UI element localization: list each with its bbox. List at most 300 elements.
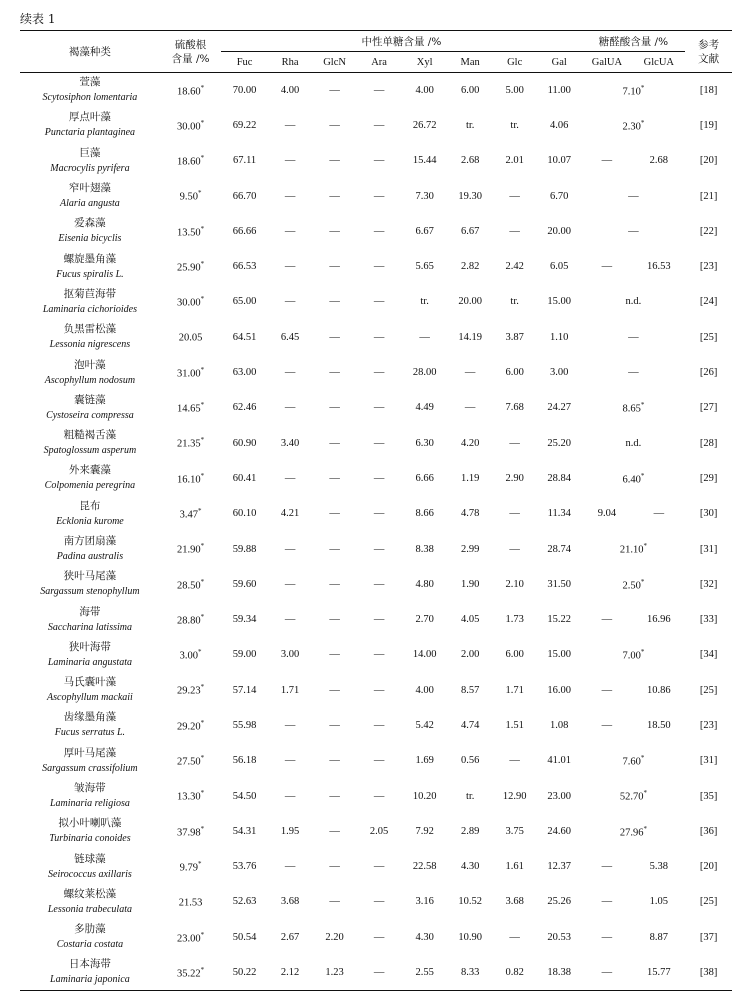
species-cn-name: 抠菊苣海带: [63, 287, 117, 300]
sugar-glc-cell: 3.75: [505, 825, 524, 837]
uronic-galua-cell: —: [601, 614, 613, 626]
uronic-merged-cell: [582, 178, 686, 213]
sugar-xyl-cell: 5.42: [415, 719, 434, 731]
uronic-merged-cell: [582, 425, 686, 460]
sugar-gal-cell: 20.00: [547, 225, 572, 237]
sulfate-value: 14.65: [176, 403, 201, 415]
sulfate-marker: *: [200, 401, 205, 410]
sugar-fuc-cell: 59.34: [232, 614, 257, 626]
sugar-rha-cell: —: [284, 296, 296, 308]
species-cn-name: 厚叶马尾藻: [63, 746, 117, 759]
species-cn-name: 螺旋墨角藻: [63, 252, 117, 265]
sugar-man-cell: 0.56: [460, 755, 480, 767]
sulfate-cell: [160, 602, 221, 637]
sulfate-cell: [160, 778, 221, 813]
sugar-xyl-cell: 4.30: [415, 931, 434, 943]
sulfate-value: 29.20: [176, 721, 201, 733]
uronic-marker: *: [640, 83, 645, 92]
sugar-xyl-cell: 5.65: [415, 261, 434, 273]
uronic-value: —: [628, 225, 639, 237]
table-caption: 续表 1: [20, 12, 56, 26]
species-cn-name: 昆布: [79, 499, 101, 512]
column-header: Ara: [357, 52, 401, 73]
sugar-glc-cell: 2.42: [505, 261, 524, 273]
species-latin-name: Ascophyllum nodosum: [44, 374, 136, 386]
uronic-galua-cell: —: [601, 966, 613, 978]
uronic-galua-cell: 9.04: [597, 508, 617, 520]
species-cell: [20, 461, 160, 496]
reference-cell: [37]: [699, 931, 718, 943]
sugar-glcn-cell: —: [329, 367, 340, 379]
sugar-glc-cell: —: [509, 225, 520, 237]
sugar-xyl-cell: 8.38: [415, 543, 434, 555]
sugar-man-cell: 4.74: [460, 719, 480, 731]
species-cn-name: 萱藻: [79, 76, 101, 89]
sugar-man-cell: 6.00: [460, 84, 480, 96]
sulfate-cell: [160, 814, 221, 849]
sugar-ara-cell: —: [373, 614, 385, 626]
uronic-marker: *: [640, 471, 645, 480]
species-cn-name: 螺纹莱松藻: [63, 887, 117, 900]
sugar-glc-cell: 7.68: [505, 402, 524, 414]
sugar-glc-cell: 2.90: [505, 472, 524, 484]
sugar-fuc-cell: 59.88: [232, 543, 257, 555]
sugar-rha-cell: —: [284, 155, 296, 167]
species-cell: [20, 425, 160, 460]
sulfate-cell: [160, 143, 221, 178]
sugar-fuc-cell: 52.63: [232, 896, 257, 908]
sulfate-marker: *: [197, 506, 202, 515]
species-latin-name: Cystoseira compressa: [46, 409, 134, 421]
sugar-ara-cell: —: [373, 261, 385, 273]
species-latin-name: Laminaria religiosa: [49, 798, 130, 810]
sugar-glcn-cell: —: [329, 296, 340, 308]
sulfate-value: 18.60: [176, 86, 201, 98]
sugar-rha-cell: —: [284, 755, 296, 767]
uronic-galua-cell: —: [601, 261, 613, 273]
sugar-glc-cell: 0.82: [505, 966, 524, 978]
sugar-glcn-cell: —: [329, 472, 340, 484]
sulfate-value: 3.47: [179, 509, 198, 521]
polysaccharide-composition-table: [20, 30, 732, 991]
sugar-man-cell: —: [464, 402, 476, 414]
sugar-man-cell: 10.52: [458, 896, 482, 908]
uronic-merged-cell: [582, 743, 686, 778]
sugar-fuc-cell: 60.10: [232, 508, 257, 520]
uronic-value: —: [628, 190, 639, 202]
sugar-ara-cell: —: [373, 966, 385, 978]
sugar-fuc-cell: 57.14: [232, 684, 257, 696]
uronic-marker: *: [643, 542, 647, 551]
species-cell: [20, 814, 160, 849]
uronic-value: —: [628, 367, 639, 379]
sugar-rha-cell: —: [284, 543, 296, 555]
sugar-glc-cell: 1.73: [505, 614, 524, 626]
sugar-man-cell: 1.19: [460, 472, 480, 484]
species-cell: [20, 355, 160, 390]
reference-cell: [23]: [699, 261, 718, 273]
sulfate-marker: *: [200, 542, 205, 551]
sugar-gal-cell: 25.26: [547, 896, 572, 908]
sugar-fuc-cell: 62.46: [232, 402, 257, 414]
sugar-xyl-cell: 26.72: [412, 119, 437, 131]
sugar-ara-cell: —: [373, 190, 385, 202]
uronic-glcua-cell: 16.53: [647, 261, 671, 273]
uronic-merged-cell: [582, 284, 686, 319]
uronic-galua-cell: —: [601, 719, 613, 731]
sugar-xyl-cell: 2.70: [415, 614, 434, 626]
sugar-glcn-cell: —: [329, 755, 340, 767]
sugar-rha-cell: —: [284, 261, 296, 273]
sugar-gal-cell: 11.34: [547, 508, 571, 520]
sulfate-cell: [160, 920, 221, 955]
column-header: Man: [448, 52, 492, 73]
species-latin-name: Spatoglossum asperum: [43, 445, 137, 457]
sugar-rha-cell: —: [284, 861, 296, 873]
sulfate-cell: [160, 708, 221, 743]
reference-cell: [25]: [699, 331, 718, 343]
sugar-man-cell: 2.82: [460, 261, 480, 273]
sugar-xyl-cell: tr.: [420, 296, 429, 308]
sugar-xyl-cell: 4.00: [415, 84, 434, 96]
sugar-rha-cell: —: [284, 402, 296, 414]
sulfate-cell: [160, 637, 221, 672]
sugar-glc-cell: —: [509, 755, 520, 767]
uronic-merged-cell: [582, 814, 686, 849]
table-row: [20, 249, 732, 284]
sugar-glcn-cell: 1.23: [325, 966, 344, 978]
table-row: [20, 108, 732, 143]
table-row: [20, 143, 732, 178]
reference-cell: [31]: [699, 755, 718, 767]
species-cn-name: 负黑雷松藻: [63, 323, 117, 336]
sulfate-value: 37.98: [176, 827, 201, 839]
table-row: [20, 531, 732, 566]
sugar-glcn-cell: —: [329, 119, 340, 131]
sugar-gal-cell: 1.10: [550, 331, 569, 343]
species-cn-name: 囊链藻: [74, 393, 106, 406]
uronic-value: —: [628, 331, 639, 343]
sugar-fuc-cell: 54.50: [232, 790, 257, 802]
sugar-xyl-cell: 4.49: [415, 402, 434, 414]
species-cell: [20, 849, 160, 884]
sugar-ara-cell: —: [373, 225, 385, 237]
sugar-glc-cell: —: [509, 931, 520, 943]
sulfate-marker: *: [200, 789, 205, 798]
species-cn-name: 拟小叶喇叭藻: [58, 817, 122, 830]
uronic-merged-cell: [582, 531, 686, 566]
sulfate-cell: [160, 496, 221, 531]
species-cn-name: 日本海带: [68, 958, 111, 971]
uronic-merged-cell: [582, 108, 686, 143]
table-row: [20, 743, 732, 778]
species-cn-name: 巨藻: [79, 146, 101, 159]
sulfate-cell: [160, 673, 221, 708]
sugar-gal-cell: 20.53: [547, 931, 572, 943]
reference-cell: [26]: [699, 367, 718, 379]
sulfate-value: 35.22: [176, 968, 201, 980]
reference-cell: [36]: [699, 825, 718, 837]
sugar-ara-cell: —: [373, 684, 385, 696]
sugar-glc-cell: 1.51: [505, 719, 524, 731]
reference-cell: [23]: [699, 719, 718, 731]
sulfate-value: 18.60: [176, 156, 201, 168]
sugar-ara-cell: —: [373, 84, 385, 96]
sugar-glcn-cell: —: [329, 684, 340, 696]
sugar-xyl-cell: 2.55: [415, 966, 434, 978]
sugar-rha-cell: 2.67: [280, 931, 300, 943]
reference-cell: [32]: [699, 578, 718, 590]
sugar-man-cell: 4.30: [460, 861, 480, 873]
sugar-ara-cell: —: [373, 367, 385, 379]
header-neutral-group: 中性单糖含量 /%: [221, 31, 581, 52]
species-cell: [20, 214, 160, 249]
sugar-man-cell: 4.78: [460, 508, 480, 520]
sugar-xyl-cell: 4.00: [415, 684, 434, 696]
uronic-marker: *: [640, 754, 645, 763]
species-latin-name: Turbinaria conoides: [49, 833, 131, 845]
table-row: [20, 284, 732, 319]
species-cell: [20, 178, 160, 213]
sugar-glcn-cell: —: [329, 508, 340, 520]
table-row: [20, 778, 732, 813]
reference-cell: [28]: [699, 437, 718, 449]
header-uronic-group: 糖醛酸含量 /%: [582, 31, 686, 52]
uronic-glcua-cell: —: [653, 508, 665, 520]
sulfate-marker: *: [200, 118, 205, 127]
species-latin-name: Fucus serratus L.: [54, 727, 126, 739]
sulfate-value: 25.90: [176, 262, 201, 274]
uronic-glcua-cell: 5.38: [649, 861, 669, 873]
sugar-gal-cell: 6.05: [550, 261, 569, 273]
species-cn-name: 爱森藻: [74, 217, 106, 230]
sugar-glcn-cell: —: [329, 155, 340, 167]
species-latin-name: Alaria angusta: [60, 198, 120, 210]
sulfate-marker: *: [200, 612, 205, 621]
sulfate-cell: [160, 214, 221, 249]
sugar-man-cell: tr.: [465, 790, 475, 802]
sugar-ara-cell: —: [373, 861, 385, 873]
sugar-glc-cell: 3.68: [505, 896, 524, 908]
column-header: GlcN: [312, 52, 356, 73]
sugar-rha-cell: 6.45: [280, 331, 300, 343]
species-cell: [20, 778, 160, 813]
species-cell: [20, 320, 160, 355]
sugar-gal-cell: 1.08: [550, 719, 569, 731]
uronic-glcua-cell: 18.50: [647, 719, 671, 731]
sulfate-value: 16.10: [176, 474, 201, 486]
uronic-value: 2.50: [622, 580, 641, 592]
sugar-glcn-cell: —: [329, 861, 340, 873]
sugar-man-cell: 2.99: [460, 543, 480, 555]
table-row: [20, 637, 732, 672]
sugar-ara-cell: —: [373, 331, 385, 343]
sulfate-marker: *: [200, 965, 205, 974]
sugar-glcn-cell: —: [329, 261, 340, 273]
sugar-man-cell: 8.57: [460, 684, 480, 696]
species-latin-name: Punctaria plantaginea: [44, 127, 136, 139]
sulfate-cell: [160, 884, 221, 919]
sugar-glc-cell: 6.00: [505, 367, 524, 379]
sugar-gal-cell: 15.00: [547, 649, 572, 661]
sugar-xyl-cell: 22.58: [412, 861, 437, 873]
sugar-glcn-cell: —: [329, 578, 340, 590]
uronic-galua-cell: —: [601, 896, 613, 908]
reference-cell: [27]: [699, 402, 718, 414]
sugar-glc-cell: tr.: [510, 296, 519, 308]
sugar-gal-cell: 23.00: [547, 790, 572, 802]
sugar-glc-cell: 5.00: [505, 84, 524, 96]
species-cell: [20, 708, 160, 743]
species-cn-name: 狭叶海带: [68, 640, 111, 653]
uronic-merged-cell: [582, 461, 686, 496]
sugar-xyl-cell: 4.80: [415, 578, 434, 590]
species-cell: [20, 496, 160, 531]
column-header: Fuc: [221, 52, 268, 73]
sugar-rha-cell: —: [284, 578, 296, 590]
sugar-ara-cell: —: [373, 896, 385, 908]
sulfate-marker: *: [200, 83, 205, 92]
reference-cell: [20]: [699, 155, 718, 167]
species-latin-name: Lessonia trabeculata: [47, 903, 132, 915]
sugar-man-cell: 20.00: [458, 296, 482, 308]
table-row: [20, 355, 732, 390]
sulfate-cell: [160, 390, 221, 425]
uronic-glcua-cell: 2.68: [649, 155, 669, 167]
sulfate-value: 13.30: [176, 791, 201, 803]
uronic-value: 52.70: [619, 791, 644, 803]
uronic-marker: *: [640, 577, 645, 586]
sulfate-value: 28.50: [176, 580, 201, 592]
sulfate-value: 29.23: [176, 685, 201, 697]
sugar-gal-cell: 25.20: [547, 437, 572, 449]
reference-cell: [29]: [699, 472, 718, 484]
sugar-fuc-cell: 53.76: [232, 861, 257, 873]
sugar-man-cell: 4.05: [460, 614, 480, 626]
sugar-gal-cell: 16.00: [547, 684, 572, 696]
sulfate-value: 28.80: [176, 615, 201, 627]
table-row: [20, 708, 732, 743]
sulfate-marker: *: [200, 824, 205, 833]
reference-cell: [34]: [699, 649, 718, 661]
sugar-gal-cell: 31.50: [547, 578, 572, 590]
sugar-rha-cell: —: [284, 614, 296, 626]
sulfate-value: 21.90: [176, 544, 201, 556]
reference-cell: [22]: [699, 225, 718, 237]
species-cell: [20, 284, 160, 319]
sulfate-cell: [160, 108, 221, 143]
uronic-value: 7.60: [622, 756, 641, 768]
sugar-fuc-cell: 60.41: [232, 472, 257, 484]
sulfate-value: 21.53: [178, 897, 203, 909]
species-cell: [20, 249, 160, 284]
sugar-xyl-cell: 10.20: [412, 790, 437, 802]
uronic-value: 21.10: [619, 544, 644, 556]
species-latin-name: Sargassum stenophyllum: [40, 586, 140, 598]
table-row: [20, 320, 732, 355]
sugar-glcn-cell: —: [329, 437, 340, 449]
uronic-marker: *: [640, 401, 645, 410]
sugar-xyl-cell: 8.66: [415, 508, 434, 520]
uronic-glcua-cell: 1.05: [649, 896, 669, 908]
sulfate-value: 3.00: [179, 650, 198, 662]
sugar-glcn-cell: —: [329, 719, 340, 731]
sugar-glc-cell: —: [509, 437, 520, 449]
sugar-fuc-cell: 63.00: [232, 367, 257, 379]
sulfate-value: 21.35: [176, 438, 201, 450]
sugar-xyl-cell: 6.67: [415, 225, 434, 237]
uronic-value: 8.65: [622, 403, 641, 415]
sugar-gal-cell: 3.00: [550, 367, 569, 379]
species-cell: [20, 143, 160, 178]
sulfate-marker: *: [200, 930, 205, 939]
reference-cell: [21]: [699, 190, 718, 202]
species-latin-name: Laminaria japonica: [50, 974, 130, 986]
uronic-galua-cell: —: [601, 931, 613, 943]
sugar-ara-cell: —: [373, 437, 385, 449]
sulfate-cell: [160, 355, 221, 390]
sugar-man-cell: 14.19: [458, 331, 482, 343]
uronic-merged-cell: [582, 567, 686, 602]
species-cell: [20, 884, 160, 919]
sugar-glc-cell: tr.: [510, 119, 519, 131]
sugar-glc-cell: —: [509, 190, 520, 202]
sugar-ara-cell: —: [373, 296, 385, 308]
sugar-man-cell: —: [464, 367, 476, 379]
reference-cell: [18]: [699, 84, 718, 96]
sugar-rha-cell: —: [284, 190, 296, 202]
species-cell: [20, 637, 160, 672]
sugar-glcn-cell: —: [329, 402, 340, 414]
species-cn-name: 厚点叶藻: [68, 111, 111, 124]
species-cn-name: 链球藻: [74, 852, 106, 865]
sugar-gal-cell: 4.06: [550, 119, 569, 131]
sulfate-marker: *: [197, 859, 202, 868]
sugar-gal-cell: 18.38: [547, 966, 572, 978]
sulfate-cell: [160, 73, 221, 108]
sugar-rha-cell: —: [284, 119, 296, 131]
species-latin-name: Fucus spiralis L.: [56, 268, 124, 280]
sulfate-cell: [160, 320, 221, 355]
table-row: [20, 496, 732, 531]
sulfate-marker: *: [200, 153, 205, 162]
sugar-glc-cell: —: [509, 543, 520, 555]
sulfate-cell: [160, 531, 221, 566]
sugar-fuc-cell: 54.31: [232, 825, 257, 837]
uronic-value: 7.00: [622, 650, 641, 662]
sugar-glcn-cell: 2.20: [325, 931, 344, 943]
uronic-value: n.d.: [625, 437, 642, 449]
species-latin-name: Macrocylis pyrifera: [50, 162, 130, 174]
table-row: [20, 884, 732, 919]
sugar-glcn-cell: —: [329, 896, 340, 908]
uronic-marker: *: [640, 648, 645, 657]
sugar-rha-cell: 3.68: [280, 896, 300, 908]
uronic-marker: *: [643, 824, 647, 833]
table-row: [20, 461, 732, 496]
column-header: GalUA: [582, 52, 633, 73]
sugar-xyl-cell: 28.00: [412, 367, 437, 379]
sugar-glc-cell: 3.87: [505, 331, 524, 343]
sugar-fuc-cell: 70.00: [232, 84, 257, 96]
uronic-galua-cell: —: [601, 861, 613, 873]
sugar-rha-cell: 3.00: [280, 649, 300, 661]
sugar-xyl-cell: 3.16: [415, 896, 434, 908]
sugar-glcn-cell: —: [329, 543, 340, 555]
reference-cell: [35]: [699, 790, 718, 802]
uronic-value: 27.96: [619, 827, 644, 839]
sugar-ara-cell: 2.05: [369, 825, 389, 837]
